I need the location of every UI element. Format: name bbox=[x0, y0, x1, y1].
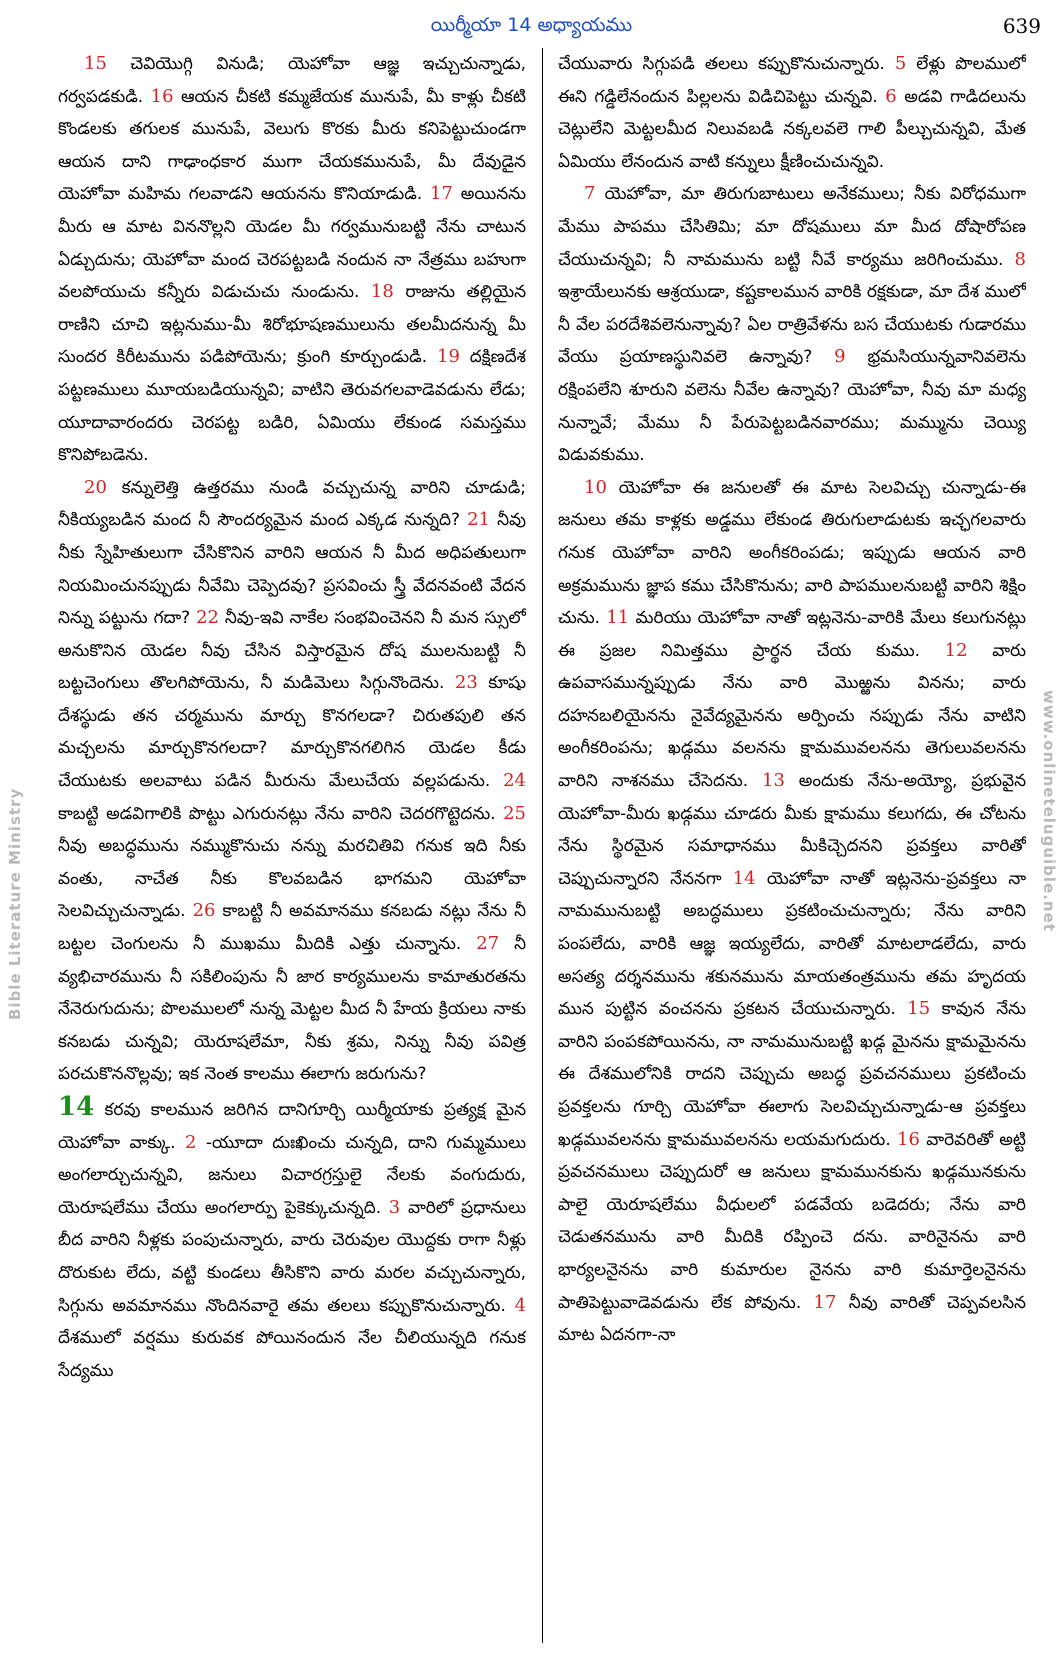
verse-number: 7 bbox=[584, 183, 596, 205]
verse-number: 22 bbox=[196, 607, 219, 629]
verse-number: 15 bbox=[907, 998, 931, 1020]
verse-number: 21 bbox=[467, 509, 491, 531]
paragraph bbox=[558, 178, 1026, 471]
verse-text: నీవు-ఇవి నాకేల సంభవించెనని నీ మన స్సులో అనుకొనిన యెడల నీవు చేసిన విస్తారమైన దోష ములనుబట్టి నీ బట్టచెంగులు తొలగిపోయెను, నీ మడిమెలు సిగ్గునొందెను. bbox=[58, 608, 526, 694]
verse-text: అయినను మీరు ఆ మాట విననొల్లని యెడల మీ గర్వమునుబట్టి నేను చాటున ఏడ్చుదును; యెహోవా మంద చెరపట్టబడి నందున నా నేత్రము బహుగా వలపోయుచు కన్నీరు విడుచుచు నుండును. bbox=[58, 184, 526, 303]
paragraph bbox=[558, 48, 1026, 178]
verse-text: -యూదా దుఃఖించు చున్నది, దాని గుమ్మములు అంగలార్చుచున్నవి, జనులు విచారగ్రస్తులై నేలకు వంగుదురు, యెరూషలేము చేయు అంగలార్పు పైకెక్కుచున్నది. bbox=[58, 1132, 526, 1218]
verse-text: కాబట్టి నీ అవమానము కనబడు నట్లు నేను నీ బట్టల చెంగులను నీ ముఖము మీదికి ఎత్తు చున్నాను. bbox=[58, 901, 526, 955]
left-column bbox=[58, 48, 526, 1643]
verse-number: 2 bbox=[184, 1131, 197, 1153]
verse-text: చెవియొగ్గి వినుడి; యెహోవా ఆజ్ఞ ఇచ్చుచున్నాడు, గర్వపడకుడి. bbox=[58, 54, 526, 107]
column-divider bbox=[542, 48, 543, 1643]
verse-number: 3 bbox=[388, 1196, 401, 1218]
text-columns bbox=[58, 48, 1030, 1643]
side-watermark-left: Bible Literature Ministry bbox=[6, 787, 24, 1020]
verse-text: దక్షిణదేశ పట్టణములు మూయబడియున్నవి; వాటిని తెరువగలవాడెవడును లేడు; యూదావారందరు చెరపట్ట బడిరి, ఏమియు లేకుండ సమస్తము కొనిపోబడెను. bbox=[58, 347, 526, 466]
verse-number: 6 bbox=[885, 85, 897, 107]
verse-number: 14 bbox=[732, 867, 756, 889]
verse-number: 10 bbox=[584, 476, 607, 498]
verse-text: ఆయన చీకటి కమ్మజేయక మునుపే, మీ కాళ్లు చీకటి కొండలకు తగులక మునుపే, వెలుగు కొరకు మీరు కనిపెట్టుచుండగా ఆయన దాని గాఢాంధకార ముగా చేయకమునుపే, మీ దేవుడైన యెహోవా మహిమ గలవాడని ఆయనను కొనియాడుడి. bbox=[58, 86, 526, 205]
right-column bbox=[558, 48, 1026, 1643]
verse-number: 17 bbox=[430, 183, 453, 205]
verse-number: 26 bbox=[192, 900, 216, 922]
verse-number: 9 bbox=[834, 346, 846, 368]
verse-number: 27 bbox=[476, 933, 500, 955]
paragraph bbox=[58, 48, 526, 472]
verse-number: 13 bbox=[762, 770, 785, 792]
verse-text: అందుకు నేను-అయ్యో, ప్రభువైన యెహోవా-మీరు ఖడ్గము చూడరు మీకు క్షామము కలుగదు, ఈ చోటను నేను స్థిరమైన సమాధానము మీకిచ్చెదనని ప్రవక్తలు వారితో చెప్పుచున్నారని నేననగా bbox=[558, 771, 1026, 889]
verse-text: వారు ఉపవాసమున్నప్పుడు నేను వారి మొఱ్ఱను వినను; వారు దహనబలియైనను నైవేద్యమైనను అర్పించు నప్పుడు నేను వాటిని అంగీకరింపను; ఖడ్గము వలనను క్షామమువలనను తెగులువలనను వారిని నాశనము చేసెదను. bbox=[558, 640, 1026, 792]
verse-number: 24 bbox=[503, 770, 526, 792]
verse-text: అడవి గాడిదలును చెట్లులేని మెట్టలమీద నిలువబడి నక్కలవలె గాలి పీల్చుచున్నవి, మేత ఏమియు లేనందున వాటి కన్నులు క్షీణించుచున్నవి. bbox=[558, 86, 1026, 172]
verse-text: కన్నులెత్తి ఉత్తరము నుండి వచ్చుచున్న వారిని చూడుడి; నీకియ్యబడిన మంద నీ సౌందర్యమైన మంద ఎక్కడ నున్నది? bbox=[58, 477, 526, 531]
verse-number: 23 bbox=[454, 672, 478, 694]
verse-number: 20 bbox=[84, 476, 107, 498]
page-header bbox=[0, 0, 1063, 44]
paragraph bbox=[558, 472, 1026, 1352]
page-number: 639 bbox=[1002, 14, 1041, 38]
paragraph bbox=[58, 1091, 526, 1387]
verse-number: 8 bbox=[1014, 248, 1026, 270]
verse-text: కూషు దేశస్థుడు తన చర్మమును మార్చు కొనగలడా? చిరుతపులి తన మచ్చలను మార్చుకొనగలదా? మార్చుకొనగలిగిన యెడల కీడు చేయుటకు అలవాటు పడిన మీరును మేలుచేయ వల్లపడును. bbox=[58, 673, 526, 792]
verse-number: 19 bbox=[437, 346, 460, 368]
chapter-number: 14 bbox=[58, 1092, 95, 1122]
verse-number: 4 bbox=[514, 1294, 526, 1316]
verse-text: వారిలో ప్రధానులు బీద వారిని నీళ్లకు పంపుచున్నారు, వారు చెరువుల యొద్దకు రాగా నీళ్లు దొరుకుట లేదు, వట్టి కుండలు తీసికొని వారు మరల వచ్చుచున్నారు, సిగ్గును అవమానము నొందినవారై తమ తలలు కప్పుకొనుచున్నారు. bbox=[58, 1197, 526, 1316]
verse-text: కరవు కాలమున జరిగిన దానిగూర్చి యిర్మీయాకు ప్రత్యక్ష మైన యెహోవా వాక్కు. bbox=[58, 1100, 526, 1153]
verse-text: నీవు నీకు స్నేహితులుగా చేసికొనిన వారిని ఆయన నీ మీద అధిపతులుగా నియమించునప్పుడు నీవేమి చెప్పెదవు? ప్రసవించు స్త్రీ వేదనవంటి వేదన నిన్ను పట్టును గదా? bbox=[58, 510, 526, 629]
verse-number: 16 bbox=[150, 85, 174, 107]
verse-number: 12 bbox=[944, 639, 968, 661]
verse-text: నీవు అబద్ధమును నమ్ముకొనుచు నన్ను మరచితివి గనుక ఇది నీకు వంతు, నాచేత నీకు కొలవబడిన భాగమని యెహోవా సెలవిచ్చుచున్నాడు. bbox=[58, 836, 526, 922]
verse-number: 25 bbox=[503, 802, 526, 824]
verse-text: భ్రమసియున్నవానివలెను రక్షింపలేని శూరుని వలెను నీవేల ఉన్నావు? యెహోవా, నీవు మా మధ్య నున్నావే; మేము నీ పేరుపెట్టబడినవారము; మమ్మును చెయ్యి విడువకుము. bbox=[558, 347, 1026, 466]
verse-number: 15 bbox=[84, 53, 107, 74]
verse-text: దేశములో వర్షము కురువక పోయినందున నేల చీలియున్నది గనుక సేద్యము bbox=[58, 1328, 526, 1381]
verse-number: 18 bbox=[370, 281, 394, 303]
verse-number: 11 bbox=[606, 607, 630, 629]
verse-text: మరియు యెహోవా నాతో ఇట్లనెను-వారికి మేలు కలుగునట్లు ఈ ప్రజల నిమిత్తము ప్రార్థన చేయ కుము. bbox=[558, 608, 1026, 661]
verse-number: 17 bbox=[813, 1291, 837, 1313]
verse-number: 16 bbox=[897, 1128, 920, 1150]
verse-text: లేళ్లు పొలములో ఈని గడ్డిలేనందున పిల్లలను విడిచిపెట్టు చున్నవి. bbox=[558, 54, 1026, 107]
verse-text: చేయువారు సిగ్గుపడి తలలు కప్పుకొనుచున్నారు. bbox=[558, 54, 885, 74]
verse-text: కావున నేను వారిని పంపకపోయినను, నా నామమునుబట్టి ఖడ్గ మైనను క్షామమైనను ఈ దేశములోనికి రాదని చెప్పుచు అబద్ధ ప్రవచనములు ప్రకటించు ప్రవక్తలను గూర్చి యెహోవా ఈలాగు సెలవిచ్చుచున్నాడు-ఆ ప్రవక్తలు ఖడ్గమువలనను క్షామమువలనను లయమగుదురు. bbox=[558, 999, 1026, 1150]
paragraph bbox=[58, 472, 526, 1091]
verse-text: ఇశ్రాయేలునకు ఆశ్రయుడా, కష్టకాలమున వారికి రక్షకుడా, మా దేశ ములో నీ వేల పరదేశివలెనున్నావు? ఏల రాత్రివేళను బస చేయుటకు గుడారము వేయు ప్రయాణస్థునివలె ఉన్నావు? bbox=[558, 282, 1026, 368]
verse-text: యెహోవా నాతో ఇట్లనెను-ప్రవక్తలు నా నామమునుబట్టి అబద్ధములు ప్రకటించుచున్నారు; నేను వారిని పంపలేదు, వారికి ఆజ్ఞ ఇయ్యలేదు, వారితో మాటలాడలేదు, వారు అసత్య దర్శనమును శకునమును మాయతంత్రమును తమ హృదయ మున పుట్టిన వంచనను ప్రకటన చేయుచున్నారు. bbox=[558, 868, 1026, 1020]
verse-text: నీవు వారితో చెప్పవలసిన మాట ఏదనగా-నా bbox=[558, 1292, 1026, 1346]
verse-text: యెహోవా, మా తిరుగుబాటులు అనేకములు; నీకు విరోధముగా మేము పాపము చేసితిమి; మా దోషములు మా మీద దోషారోపణ చేయుచున్నవి; నీ నామమును బట్టి నీవే కార్యము జరిగించుము. bbox=[558, 184, 1026, 270]
verse-text: రాజును తల్లియైన రాణిని చూచి ఇట్లనుము-మీ శిరోభూషణములును తలమీదనున్న మీ సుందర కిరీటమును పడిపోయెను; క్రుంగి కూర్చుండుడి. bbox=[58, 282, 526, 368]
running-title: యిర్మీయా 14 అధ్యాయము bbox=[430, 14, 633, 36]
verse-text: నీ వ్యభిచారమును నీ సకిలింపును నీ జార కార్యములను కామాతురతను నేనెరుగుదును; పొలములలో నున్న మెట్టల మీద నీ హేయ క్రియలు నాకు కనబడు చున్నవి; యెరూషలేమా, నీకు శ్రమ, నిన్ను నీవు పవిత్ర పరచుకొననొల్లవు; ఇక నెంత కాలము ఈలాగు జరుగును? bbox=[58, 934, 526, 1085]
verse-text: వారెవరితో అట్టి ప్రవచనములు చెప్పుదురో ఆ జనులు క్షామమునకును ఖడ్గమునకును పాలై యెరూషలేము వీధులలో పడవేయ బడెదరు; నేను వారి చెడుతనమును వారి మీదికి రప్పించె దను. వారినైనను వారి భార్యలనైనను వారి కుమారుల నైనను వారి కుమార్తెలనైనను పాతిపెట్టువాడెవడును లేక పోవును. bbox=[558, 1129, 1026, 1313]
verse-number: 5 bbox=[894, 53, 907, 74]
verse-text: కాబట్టి అడవిగాలికి పొట్టు ఎగురునట్లు నేను వారిని చెదరగొట్టెదను. bbox=[58, 803, 496, 824]
side-watermark-right: www.onlineteluguible.net bbox=[1040, 690, 1058, 932]
verse-text: యెహోవా ఈ జనులతో ఈ మాట సెలవిచ్చు చున్నాడు-ఈ జనులు తమ కాళ్లకు అడ్డము లేకుండ తిరుగులాడుటకు ఇచ్ఛగలవారు గనుక యెహోవా వారిని అంగీకరింపడు; ఇప్పుడు ఆయన వారి అక్రమమును జ్ఞాప కము చేసికొనును; వారి పాపములనుబట్టి వారిని శిక్షిం చును. bbox=[558, 477, 1026, 629]
